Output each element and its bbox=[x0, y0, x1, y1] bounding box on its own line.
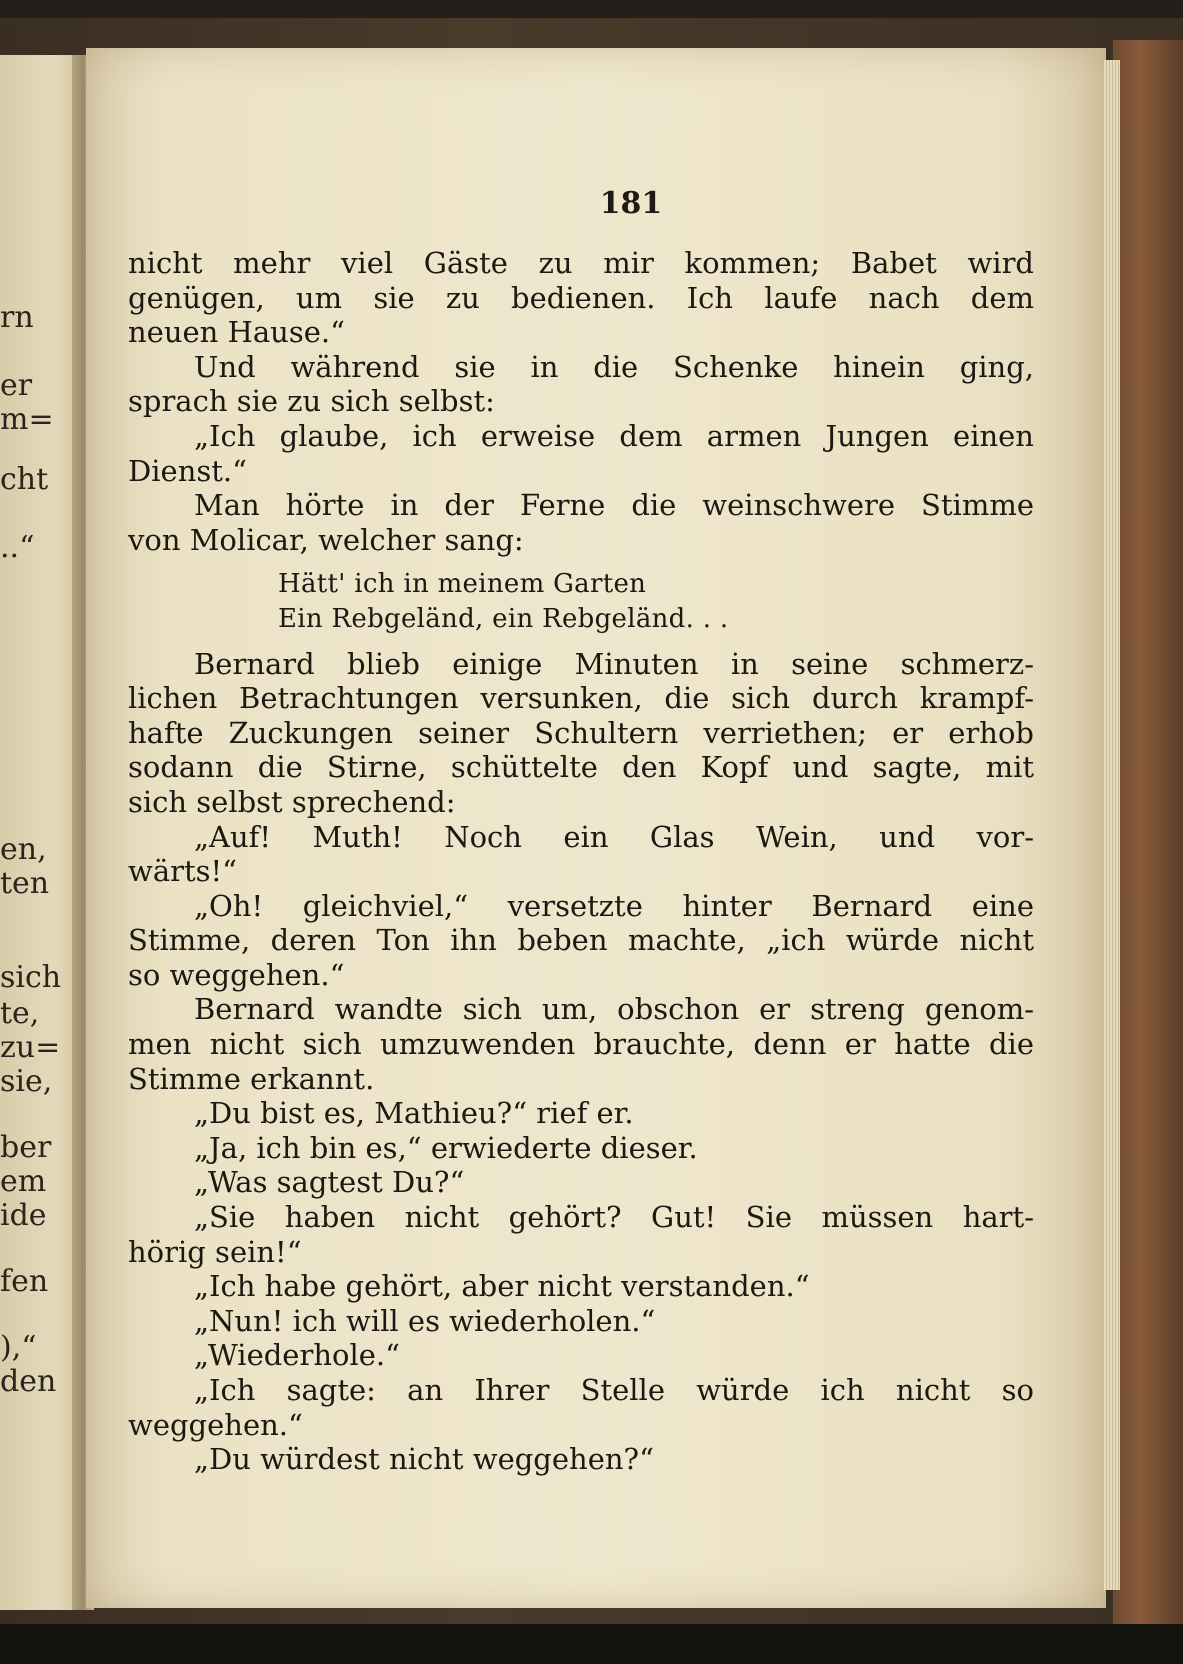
text-line: „Oh! gleichviel,“ versetzte hinter Bernard eine bbox=[194, 888, 1034, 923]
text-line: hörig sein!“ bbox=[128, 1234, 302, 1269]
left-page-fragment: den bbox=[0, 1364, 57, 1399]
text-line: weggehen.“ bbox=[128, 1407, 303, 1442]
text-line: genügen, um sie zu bedienen. Ich laufe nach dem bbox=[128, 280, 1034, 315]
left-page-fragment: em bbox=[0, 1164, 47, 1199]
left-page-fragment: fen bbox=[0, 1264, 49, 1299]
table-surface bbox=[0, 1624, 1183, 1664]
text-line: „Ja, ich bin es,“ erwiederte dieser. bbox=[194, 1130, 698, 1165]
text-line: Stimme erkannt. bbox=[128, 1061, 375, 1096]
verse-line: Hätt' ich in meinem Garten bbox=[278, 569, 647, 600]
text-line: Stimme, deren Ton ihn beben machte, „ich würde nicht bbox=[128, 923, 1034, 958]
text-line: „Du bist es, Mathieu?“ rief er. bbox=[194, 1096, 634, 1131]
left-page-fragment: m= bbox=[0, 402, 54, 437]
cover-edge bbox=[1113, 40, 1183, 1630]
left-page-fragment: rn bbox=[0, 300, 34, 335]
text-line: „Ich sagte: an Ihrer Stelle würde ich nicht so bbox=[194, 1373, 1034, 1407]
text-line: Dienst.“ bbox=[128, 453, 247, 488]
verse-line: Ein Rebgeländ, ein Rebgeländ. . . bbox=[278, 603, 729, 634]
text-line: Man hörte in der Ferne die weinschwere Stimme bbox=[194, 488, 1034, 523]
text-line: lichen Betrachtungen versunken, die sich durch krampf- bbox=[128, 681, 1034, 716]
left-page-fragment: te, bbox=[0, 996, 40, 1031]
text-line: „Ich glaube, ich erweise dem armen Jungen einen bbox=[194, 418, 1034, 453]
text-line: „Sie haben nicht gehört? Gut! Sie müssen hart- bbox=[194, 1200, 1034, 1235]
text-line: „Du würdest nicht weggehen?“ bbox=[194, 1442, 654, 1477]
left-page-fragment: sich bbox=[0, 960, 62, 995]
right-page bbox=[86, 48, 1106, 1608]
text-line: Bernard blieb einige Minuten in seine schmerz- bbox=[194, 646, 1034, 681]
text-line: men nicht sich umzuwenden brauchte, denn er hatte die bbox=[128, 1027, 1034, 1062]
text-line: hafte Zuckungen seiner Schultern verriethen; er erhob bbox=[128, 715, 1034, 750]
text-line: „Nun! ich will es wiederholen.“ bbox=[194, 1303, 656, 1338]
text-line: nicht mehr viel Gäste zu mir kommen; Babet wird bbox=[128, 246, 1034, 280]
text-line: „Auf! Muth! Noch ein Glas Wein, und vor- bbox=[194, 819, 1034, 854]
text-line: wärts!“ bbox=[128, 854, 237, 889]
left-page-fragment: ),“ bbox=[0, 1330, 37, 1365]
left-page-fragment: en, bbox=[0, 832, 47, 867]
text-line: „Was sagtest Du?“ bbox=[194, 1165, 465, 1200]
left-page-fragment: cht bbox=[0, 462, 49, 497]
text-line: Und während sie in die Schenke hinein ging, bbox=[194, 349, 1034, 384]
left-page-fragment: ten bbox=[0, 866, 50, 901]
text-line: sprach sie zu sich selbst: bbox=[128, 384, 495, 419]
page-edges bbox=[1104, 60, 1120, 1590]
left-page-fragment: ..“ bbox=[0, 530, 35, 565]
text-line: Bernard wandte sich um, obschon er streng genom- bbox=[194, 992, 1034, 1027]
text-line: „Wiederhole.“ bbox=[194, 1338, 400, 1373]
left-page-fragment: ber bbox=[0, 1130, 52, 1165]
text-line: neuen Hause.“ bbox=[128, 315, 345, 350]
left-page-fragment: er bbox=[0, 368, 33, 403]
left-page-fragment: sie, bbox=[0, 1064, 53, 1099]
left-page-fragment: zu= bbox=[0, 1030, 61, 1065]
text-line: so weggehen.“ bbox=[128, 957, 345, 992]
page-text bbox=[128, 246, 1034, 1477]
page-number: 181 bbox=[599, 186, 663, 221]
text-line: von Molicar, welcher sang: bbox=[128, 522, 524, 557]
text-line: „Ich habe gehört, aber nicht verstanden.“ bbox=[194, 1269, 810, 1304]
text-line: sodann die Stirne, schüttelte den Kopf und sagte, mit bbox=[128, 750, 1034, 785]
left-page-fragment: ide bbox=[0, 1198, 47, 1233]
text-line: sich selbst sprechend: bbox=[128, 784, 456, 819]
